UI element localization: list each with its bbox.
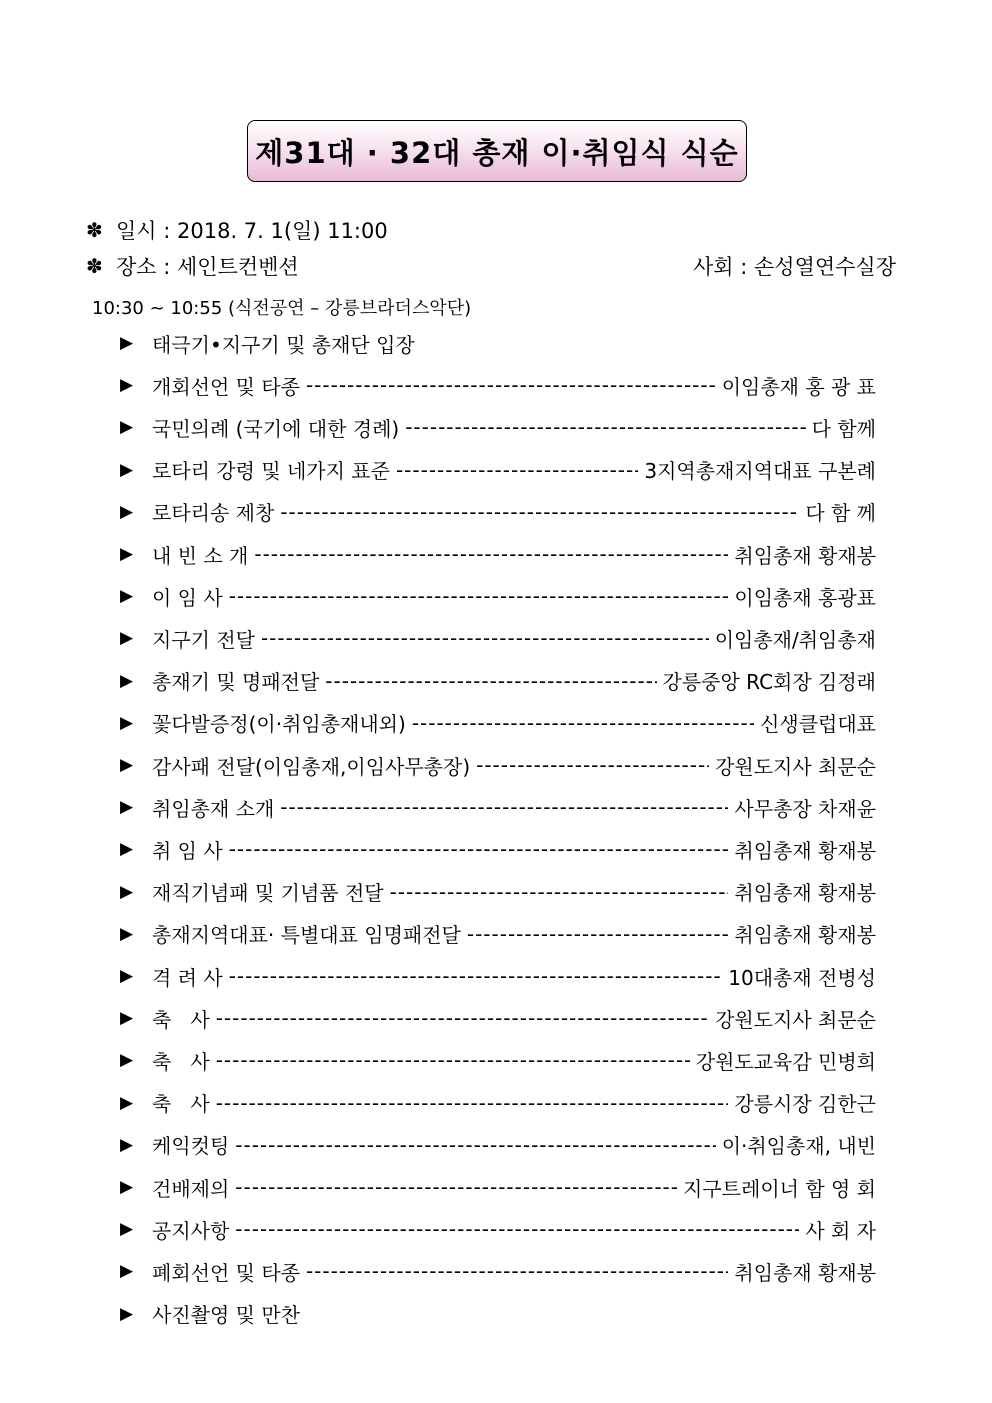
program-item bbox=[120, 1002, 876, 1034]
program-item-label: 취임총재 소개 bbox=[152, 796, 275, 821]
program-item bbox=[120, 369, 876, 401]
program-item bbox=[120, 833, 876, 865]
triangle-bullet-icon: ▶ bbox=[120, 417, 134, 438]
dash-leader bbox=[235, 1217, 799, 1241]
program-item-role: 신생클럽대표 bbox=[760, 712, 876, 737]
program-item-label: 축 사 bbox=[152, 1092, 210, 1117]
page-title: 제31대 · 32대 총재 이·취임식 식순 bbox=[255, 135, 739, 170]
info-date-row bbox=[86, 213, 896, 247]
triangle-bullet-icon: ▶ bbox=[120, 1177, 134, 1197]
program-item-role: 강원도교육감 민병희 bbox=[695, 1049, 876, 1074]
triangle-bullet-icon: ▶ bbox=[120, 1092, 134, 1113]
triangle-bullet-icon: ▶ bbox=[120, 628, 134, 649]
program-item bbox=[120, 1298, 876, 1330]
program-item bbox=[120, 1129, 876, 1161]
program-item-label: 태극기•지구기 및 총재단 입장 bbox=[152, 332, 415, 357]
program-item bbox=[120, 707, 876, 739]
triangle-bullet-icon: ▶ bbox=[120, 544, 134, 564]
program-item-label: 폐회선언 및 타종 bbox=[152, 1260, 300, 1285]
flower-bullet-icon: ✽ bbox=[86, 218, 103, 242]
program-item-label: 로타리 강령 및 네가지 표준 bbox=[152, 459, 390, 484]
program-item-role: 사무총장 차재윤 bbox=[734, 796, 876, 821]
program-item-label: 케익컷팅 bbox=[152, 1134, 230, 1159]
program-item-label: 축 사 bbox=[152, 1049, 210, 1074]
program-item-label: 격 려 사 bbox=[152, 965, 223, 990]
triangle-bullet-icon: ▶ bbox=[120, 1219, 134, 1240]
program-item-label: 취 임 사 bbox=[152, 838, 223, 863]
info-venue-row bbox=[86, 249, 896, 283]
event-venue: 장소 : 세인트컨벤션 bbox=[116, 255, 299, 279]
program-item-role: 강릉중앙 RC회장 김정래 bbox=[662, 670, 876, 695]
event-date: 일시 : 2018. 7. 1(일) 11:00 bbox=[116, 219, 388, 243]
triangle-bullet-icon: ▶ bbox=[120, 501, 134, 522]
program-item bbox=[120, 580, 876, 612]
program-item bbox=[120, 1087, 876, 1119]
program-item-role: 강원도지사 최문순 bbox=[715, 1007, 876, 1032]
triangle-bullet-icon: ▶ bbox=[120, 966, 134, 986]
triangle-bullet-icon: ▶ bbox=[120, 333, 134, 353]
dash-leader bbox=[216, 1006, 709, 1030]
program-item-label: 총재기 및 명패전달 bbox=[152, 670, 320, 695]
program-item-label: 로타리송 제창 bbox=[152, 501, 275, 526]
program-item-label: 공지사항 bbox=[152, 1218, 230, 1243]
dash-leader bbox=[280, 500, 799, 524]
triangle-bullet-icon: ▶ bbox=[120, 712, 134, 733]
triangle-bullet-icon: ▶ bbox=[120, 797, 134, 818]
flower-bullet-icon: ✽ bbox=[86, 254, 103, 278]
program-item-label: 이 임 사 bbox=[152, 585, 223, 610]
program-item bbox=[120, 1255, 876, 1287]
triangle-bullet-icon: ▶ bbox=[120, 1303, 134, 1324]
event-host: 사회 : 손성열연수실장 bbox=[693, 255, 896, 279]
dash-leader bbox=[306, 373, 716, 397]
title-box bbox=[247, 120, 747, 182]
program-item-role: 사 회 자 bbox=[805, 1218, 876, 1243]
program-item bbox=[120, 411, 876, 443]
program-item bbox=[120, 876, 876, 908]
dash-leader bbox=[325, 669, 656, 693]
program-item-label: 건배제의 bbox=[152, 1176, 230, 1201]
program-item-role: 다 함께 bbox=[811, 416, 876, 441]
program-item-label: 재직기념패 및 기념품 전달 bbox=[152, 881, 384, 906]
dash-leader bbox=[467, 922, 729, 946]
dash-leader bbox=[216, 1091, 729, 1115]
dash-leader bbox=[280, 795, 728, 819]
triangle-bullet-icon: ▶ bbox=[120, 755, 134, 775]
program-item-role: 취임총재 황재봉 bbox=[734, 543, 876, 568]
program-item-label: 내 빈 소 개 bbox=[152, 543, 249, 568]
dash-leader bbox=[412, 711, 754, 735]
program-item-role: 취임총재 황재봉 bbox=[734, 881, 876, 906]
program-item-label: 국민의례 (국기에 대한 경례) bbox=[152, 416, 400, 441]
dash-leader bbox=[390, 880, 729, 904]
triangle-bullet-icon: ▶ bbox=[120, 1261, 134, 1282]
program-item bbox=[120, 791, 876, 823]
triangle-bullet-icon: ▶ bbox=[120, 1134, 134, 1155]
program-item bbox=[120, 918, 876, 950]
dash-leader bbox=[405, 415, 805, 439]
program-item-role: 강릉시장 김한근 bbox=[734, 1092, 876, 1117]
triangle-bullet-icon: ▶ bbox=[120, 375, 134, 396]
program-item-role: 이임총재 홍 광 표 bbox=[721, 374, 876, 399]
program-item bbox=[120, 538, 876, 570]
program-item-role: 취임총재 황재봉 bbox=[734, 1260, 876, 1285]
program-item-label: 총재지역대표· 특별대표 임명패전달 bbox=[152, 923, 461, 948]
program-item-label: 지구기 전달 bbox=[152, 627, 255, 652]
program-item bbox=[120, 1044, 876, 1076]
program-item-label: 개회선언 및 타종 bbox=[152, 374, 300, 399]
program-item bbox=[120, 496, 876, 528]
program-item-role: 지구트레이너 함 영 회 bbox=[683, 1176, 876, 1201]
program-item-role: 이·취임총재, 내빈 bbox=[721, 1134, 876, 1159]
dash-leader bbox=[396, 458, 638, 482]
triangle-bullet-icon: ▶ bbox=[120, 923, 134, 944]
dash-leader bbox=[235, 1133, 715, 1157]
dash-leader bbox=[229, 584, 729, 608]
triangle-bullet-icon: ▶ bbox=[120, 839, 134, 860]
program-item-role: 3지역총재지역대표 구본례 bbox=[644, 459, 876, 484]
dash-leader bbox=[235, 1175, 677, 1199]
program-item-role: 취임총재 황재봉 bbox=[734, 838, 876, 863]
triangle-bullet-icon: ▶ bbox=[120, 1050, 134, 1071]
program-item bbox=[120, 749, 876, 781]
triangle-bullet-icon: ▶ bbox=[120, 881, 134, 902]
triangle-bullet-icon: ▶ bbox=[120, 670, 134, 691]
dash-leader bbox=[216, 1048, 690, 1072]
program-item-role: 강원도지사 최문순 bbox=[715, 754, 876, 779]
preshow-schedule: 10:30 ~ 10:55 (식전공연 – 강릉브라더스악단) bbox=[92, 298, 472, 319]
program-item-role: 이임총재 홍광표 bbox=[734, 585, 876, 610]
dash-leader bbox=[306, 1259, 728, 1283]
program-item bbox=[120, 960, 876, 992]
dash-leader bbox=[476, 753, 709, 777]
dash-leader bbox=[254, 542, 728, 566]
triangle-bullet-icon: ▶ bbox=[120, 459, 134, 480]
dash-leader bbox=[229, 964, 723, 988]
program-item-role: 10대총재 전병성 bbox=[728, 965, 876, 990]
dash-leader bbox=[229, 837, 729, 861]
program-item bbox=[120, 327, 876, 359]
triangle-bullet-icon: ▶ bbox=[120, 1008, 134, 1029]
program-item-role: 이임총재/취임총재 bbox=[714, 627, 876, 652]
program-item-role: 취임총재 황재봉 bbox=[734, 923, 876, 948]
program-item-label: 축 사 bbox=[152, 1007, 210, 1032]
program-item bbox=[120, 665, 876, 697]
triangle-bullet-icon: ▶ bbox=[120, 586, 134, 607]
program-item bbox=[120, 1213, 876, 1245]
program-item-label: 꽃다발증정(이·취임총재내외) bbox=[152, 712, 406, 737]
program-item-role: 다 함 께 bbox=[805, 501, 876, 526]
program-item bbox=[120, 1171, 876, 1203]
program-item bbox=[120, 454, 876, 486]
dash-leader bbox=[261, 626, 709, 650]
program-item-label: 사진촬영 및 만찬 bbox=[152, 1303, 300, 1328]
program-item bbox=[120, 622, 876, 654]
program-item-label: 감사패 전달(이임총재,이임사무총장) bbox=[152, 754, 471, 779]
